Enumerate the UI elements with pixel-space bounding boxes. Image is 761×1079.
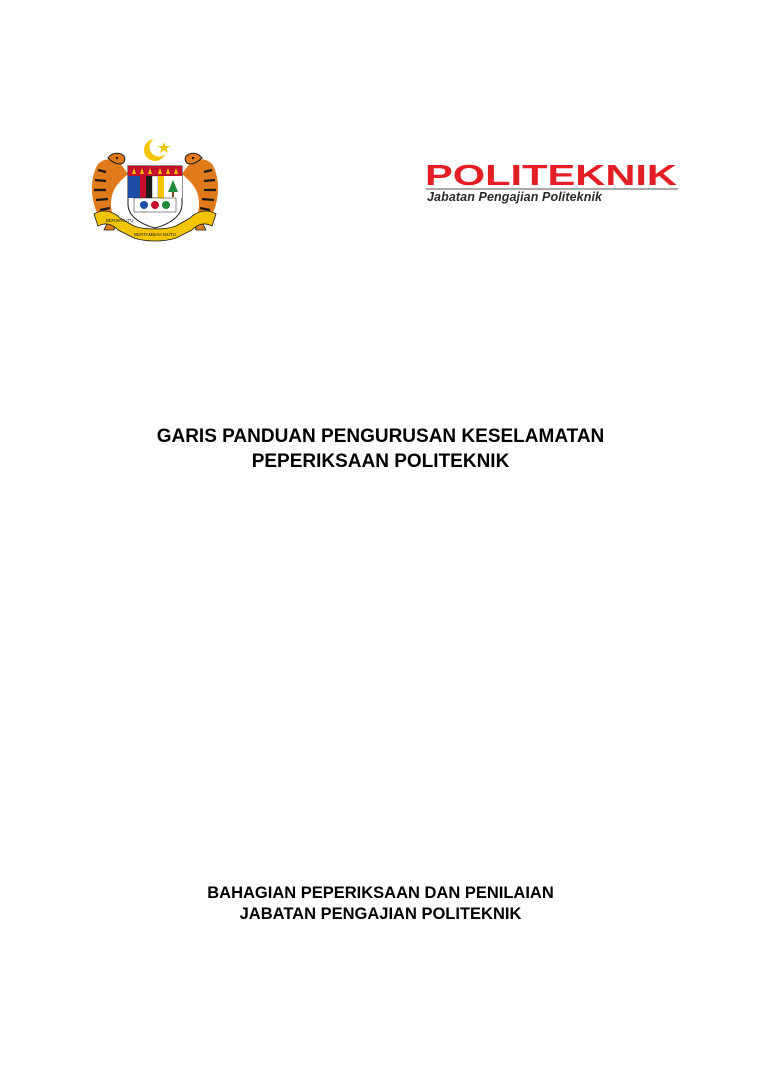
svg-text:BERSEKUTU: BERSEKUTU: [106, 218, 134, 223]
title-line-1: GARIS PANDUAN PENGURUSAN KESELAMATAN: [156, 426, 605, 447]
department-block: [0, 883, 761, 925]
logo-subtitle: Jabatan Pengajian Politeknik: [427, 190, 603, 204]
svg-text:BERTAMBAH MUTU: BERTAMBAH MUTU: [134, 232, 176, 237]
coat-of-arms-icon: [84, 134, 226, 242]
politeknik-logo: [424, 161, 680, 209]
footer-line-2: JABATAN PENGAJIAN POLITEKNIK: [239, 905, 522, 923]
title-line-2: PEPERIKSAAN POLITEKNIK: [251, 451, 510, 472]
footer-line-1: BAHAGIAN PEPERIKSAAN DAN PENILAIAN: [207, 884, 554, 902]
document-title: [0, 424, 761, 474]
svg-text:POLITEKNIK: POLITEKNIK: [425, 161, 678, 192]
politeknik-logo-icon: [424, 161, 680, 193]
